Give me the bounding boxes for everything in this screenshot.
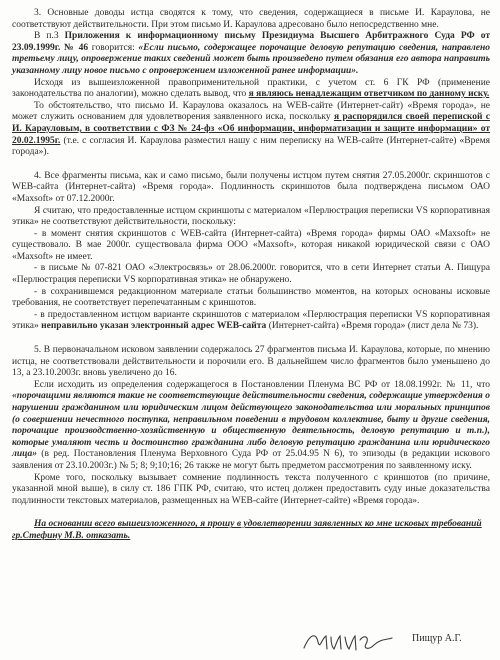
text: Исходя из вышеизложенной правоприменительной практики, с учетом ст. 6 ГК РФ (применение законодательства по аналогии), можно сделать вывод, что — [12, 77, 490, 100]
text: (Интернет-сайта) «Время города» (лист дела № 73). — [266, 321, 479, 332]
text: То обстоятельство, что письмо И. Караулова оказалось на WEB-сайте (Интернет-сайт) «Время города», не может служить основанием для удовлетворения заявленного иска, поскольку — [12, 100, 490, 123]
text: (т.е. с согласия И. Караулова разместил нашу с ним переписку на WEB-сайте (Интернет-сайте) «Время города»). — [12, 135, 490, 158]
list-item — [12, 310, 490, 333]
paragraph-3-reference — [12, 31, 490, 77]
address-highlight: неправильно указан электронный адрес WEB-сайта — [41, 321, 267, 332]
signature-icon — [300, 628, 395, 656]
paragraph-5-intro: 5. В первоначальном исковом заявлении содержалось 27 фрагментов письма И. Караулова, которые, по мнению истца, не соответствовали действительности и порочили его. В дальнейшем число фрагментов было уменьшено до 13, а 23.10.2003г. вновь увеличено до 16. — [12, 345, 490, 379]
quote: «Если письмо, содержащее порочащие деловую репутацию сведения, направлено третьему лицу, опровержение таких сведений может быть произведено путем обязания его автора направить указанному лицу новое письмо с опровержением изложенной ранее информации». — [12, 42, 490, 76]
signer-name: Пищур А.Г. — [412, 633, 462, 644]
paragraph-3-conclusion — [12, 78, 490, 101]
paragraph-5-definition — [12, 380, 490, 473]
paragraph-5-authenticity: Кроме того, поскольку вызывает сомнение подлинность текста полученного с криншотов (по причине, указанной мной выше), в силу ст. 186 ГПК РФ, считаю, что истец должен предоставить суду иные доказательства подлинности текстовых материалов, размещенных на WEB-сайте (Интернет-сайте) «Время города». — [12, 472, 490, 506]
list-item: - в письме № 07-821 ОАО «Электросвязь» от 28.06.2000г. говорится, что в сети Интернет статьи А. Пищура «Перлюстрация переписки VS корпоративная этика» не обнаружено. — [12, 263, 490, 286]
conclusion-highlight: я являюсь ненадлежащим ответчиком по данному иску. — [248, 89, 490, 100]
text: (в ред. Постановления Пленума Верховного Суда РФ от 25.04.95 N 6), то эпизоды (в редакции искового заявления от 23.10.2003г.) № 5; 8; 9;10;16; 26 также не могут быть предметом рассмотрения по заявленному иску. — [12, 449, 490, 471]
paragraph-3-intro: 3. Основные доводы истца сводятся к тому, что сведения, содержащиеся в письме И. Караулова, не соответствуют действительности. При этом письмо И. Караулова адресовано было непосредственно мне. — [12, 8, 490, 30]
list-item: - в сохранившемся редакционном материале статьи большинство моментов, на которых основаны исковые требования, не соответствует перепечатанным с криншотов. — [12, 286, 490, 309]
text: В п.3 — [34, 31, 65, 42]
definition-quote: «порочащими являются такие не соответствующие действительности сведения, содержащие утверждения о нарушении гражданином или юридическим лицом действующего законодательства или моральных принципов (о совершении нечестного поступка, неправильном поведении в трудовом коллективе, быту и другие сведения, порочащие производственно-хозяйственную и общественную деятельность, деловую репутацию и т.п.), которые умаляют честь и достоинство гражданина либо деловую репутацию гражданина или юридического лица» — [12, 391, 490, 460]
paragraph-3-website — [12, 101, 490, 159]
reference-title: Приложения к информационному письму Президиума Высшего Арбитражного Суда РФ от 23.09.1999г. № 46 — [12, 31, 490, 53]
text: Если исходить из определения содержащегося в Постановлении Пленума ВС РФ от 18.08.1992г. № 11, что — [34, 379, 490, 390]
text: говорится: — [88, 42, 139, 53]
signature-row — [0, 628, 500, 658]
final-request: На основании всего вышеизложенного, я прошу в удовлетворении заявленных ко мне исковых требований гр.Стефину М.В. отказать. — [12, 519, 482, 541]
list-item: - в момент снятия скриншотов с WEB-сайта (Интернет-сайта) «Время города» фирмы ОАО «Maxsoft» не существовало. В мае 2000г. существовала фирма ООО «Maxsoft», которая никакой юридической связи с ОАО «Maxsoft» не имеет. — [12, 228, 490, 262]
text: - в предоставленном истцом варианте скриншотов с материалом «Перлюстрация переписки VS корпоративная этика» — [12, 309, 490, 332]
law-highlight: я распорядился своей перепиской с И. Карауловым, в соответствии с ФЗ № 24-фз «Об информации, информатизации и защите информации» от 20.02.1995г. — [12, 112, 491, 146]
paragraph-4-intro: 4. Все фрагменты письма, как и само письмо, были получены истцом путем снятия 27.05.2000г. скриншотов с WEB-сайта (Интернет-сайта) «Время города». Подлинность скриншотов была подтверждена письмом ОАО «Maxsoft» от 07.12.2000г. — [12, 170, 490, 204]
paragraph-4-claim: Я считаю, что предоставленные истцом скриншоты с материалом «Перлюстрация переписки VS корпоративная этика» не соответствуют действительности, поскольку: — [12, 205, 490, 228]
